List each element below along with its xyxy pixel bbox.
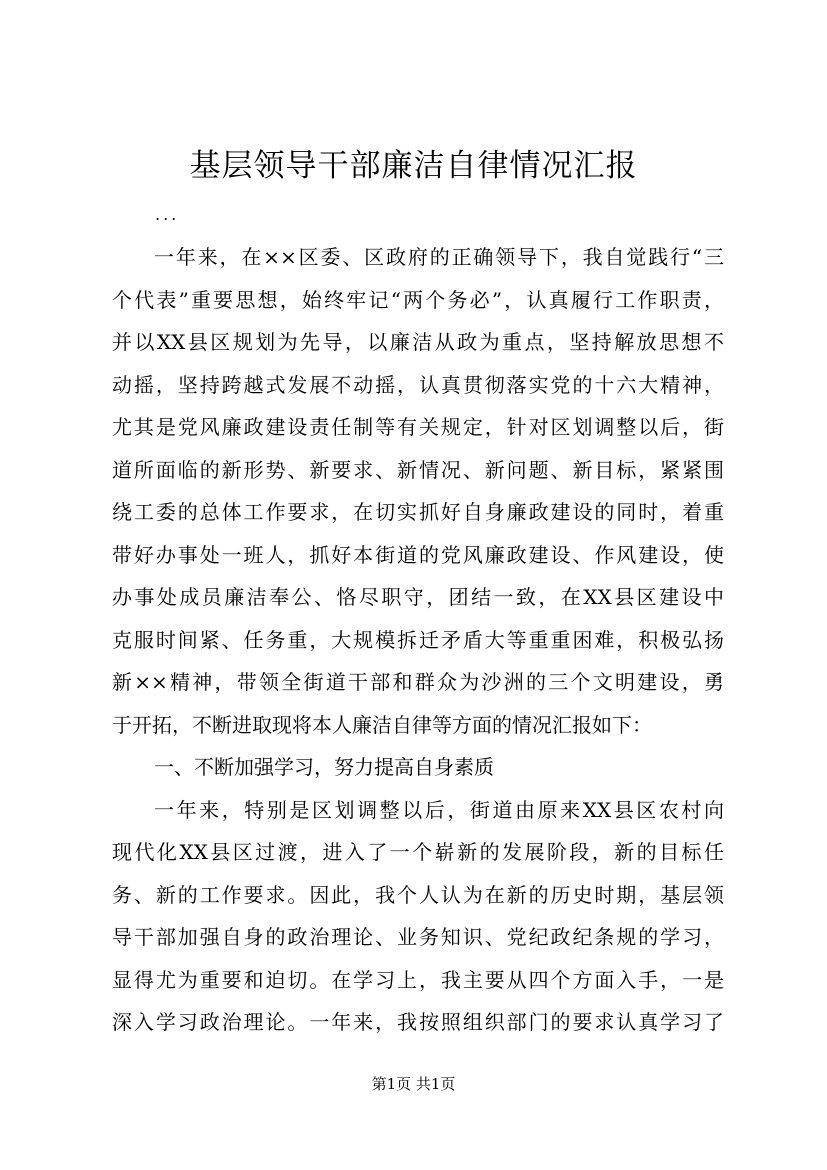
paragraph-line: 带好办事处一班人，抓好本街道的党风廉政建设、作风建设，使 <box>112 542 724 567</box>
paragraph-line: 导干部加强自身的政治理论、业务知识、党纪政纪条规的学习， <box>112 925 724 949</box>
paragraph-line: 绕工委的总体工作要求，在切实抓好自身廉政建设的同时，着重 <box>112 500 724 524</box>
paragraph-line: 务、新的工作要求。因此，我个人认为在新的历史时期，基层领 <box>112 882 724 907</box>
paragraph-line: 深入学习政治理论。一年来，我按照组织部门的要求认真学习了 <box>112 1010 724 1034</box>
paragraph-line: 克服时间紧、任务重，大规模拆迁矛盾大等重重困难，积极弘扬 <box>112 627 724 652</box>
paragraph-line: 动摇，坚持跨越式发展不动摇，认真贯彻落实党的十六大精神， <box>112 372 724 397</box>
paragraph-line: 显得尤为重要和迫切。在学习上，我主要从四个方面入手，一是 <box>112 967 724 992</box>
paragraph-line: 道所面临的新形势、新要求、新情况、新问题、新目标，紧紧围 <box>112 457 724 482</box>
paragraph-line: 个代表”重要思想，始终牢记“两个务必”，认真履行工作职责， <box>112 287 724 312</box>
section-heading: 一、不断加强学习，努力提高自身素质 <box>154 755 494 779</box>
paragraph-line: 办事处成员廉洁奉公、恪尽职守，团结一致，在XX县区建设中 <box>112 585 724 609</box>
document-title: 基层领导干部廉洁自律情况汇报 <box>189 148 638 184</box>
paragraph-line: 现代化XX县区过渡，进入了一个崭新的发展阶段，新的目标任 <box>112 840 724 864</box>
ellipsis-marker: ... <box>155 205 180 224</box>
page-footer: 第1页 共1页 <box>371 1075 456 1093</box>
paragraph-line: 于开拓，不断进取现将本人廉洁自律等方面的情况汇报如下： <box>112 712 652 737</box>
paragraph-line: 一年来，特别是区划调整以后，街道由原来XX县区农村向 <box>154 797 724 822</box>
paragraph-line: 新××精神，带领全街道干部和群众为沙洲的三个文明建设，勇 <box>112 670 724 694</box>
paragraph-line: 一年来，在××区委、区政府的正确领导下，我自觉践行“三 <box>154 245 724 269</box>
document-body <box>112 236 724 1044</box>
paragraph-line: 尤其是党风廉政建设责任制等有关规定，针对区划调整以后，街 <box>112 415 724 439</box>
paragraph-line: 并以XX县区规划为先导，以廉洁从政为重点，坚持解放思想不 <box>112 330 724 354</box>
